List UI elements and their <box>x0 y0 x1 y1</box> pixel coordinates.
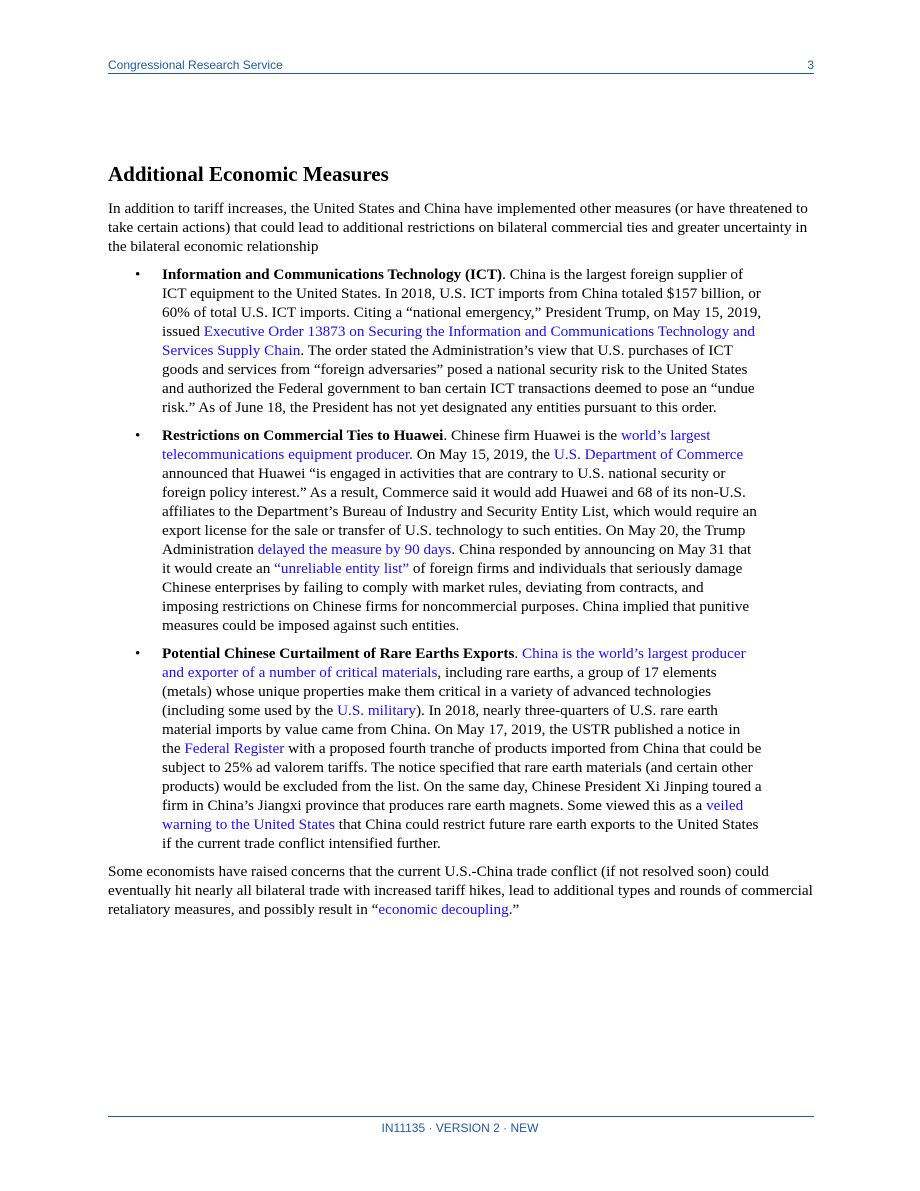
section-heading: Additional Economic Measures <box>108 162 389 186</box>
link-executive-order[interactable]: Executive Order 13873 on Securing the Information and Communications Technology and Services Supply Chain <box>162 323 755 359</box>
bullet-huawei-text <box>162 426 762 635</box>
closing-text-2: .” <box>508 901 520 918</box>
bullet-ict-text-2: . The order stated the Administration’s view that U.S. purchases of ICT goods and services from “foreign adversaries” posed a national security risk to the United States and authorized the Federal government to ban certain ICT transactions deemed to pose an “undue risk.” As of June 18, the President has not yet designated any entities pursuant to this order. <box>162 342 755 416</box>
bullet-rare-earths-text-5: that China could restrict future rare earth exports to the United States if the current trade conflict intensified further. <box>162 816 759 852</box>
bullet-huawei-text-5: of foreign firms and individuals that seriously damage Chinese enterprises by failing to comply with market rules, deviating from contracts, and imposing restrictions on Chinese firms for noncommercial purposes. China implied that punitive measures could be imposed against such entities. <box>162 560 750 634</box>
bullet-icon: • <box>135 645 141 662</box>
intro-paragraph: In addition to tariff increases, the United States and China have implemented other measures (or have threatened to take certain actions) that could lead to additional restrictions on bilateral commercial ties and greater uncertainty in the bilateral economic relationship <box>108 200 808 255</box>
bullet-rare-earths-text-1: . <box>514 645 522 662</box>
bullet-ict <box>108 265 818 417</box>
bullet-icon: • <box>135 427 141 444</box>
bullet-rare-earths-text <box>162 644 762 853</box>
bullet-huawei <box>108 426 818 635</box>
link-critical-materials[interactable]: China is the world’s largest producer and exporter of a number of critical materials <box>162 645 746 681</box>
bullet-rare-earths-text-4: with a proposed fourth tranche of products imported from China that could be subject to 25% ad valorem tariffs. The notice specified that rare earth materials (and certain other products) would be excluded from the list. On the same day, Chinese President Xi Jinping toured a firm in China’s Jiangxi province that produces rare earth magnets. Some viewed this as a <box>162 740 762 814</box>
measures-list <box>108 265 818 853</box>
link-federal-register[interactable]: Federal Register <box>184 740 285 757</box>
link-delayed-measure[interactable]: delayed the measure by 90 days <box>257 541 452 558</box>
link-department-of-commerce[interactable]: U.S. Department of Commerce <box>553 446 744 463</box>
page-header <box>108 58 814 74</box>
bullet-ict-title: Information and Communications Technology (ICT) <box>162 266 503 283</box>
bullet-huawei-text-1: . Chinese firm Huawei is the <box>443 427 621 444</box>
bullet-ict-text <box>162 265 762 417</box>
header-publisher: Congressional Research Service <box>108 58 283 72</box>
bullet-huawei-title: Restrictions on Commercial Ties to Huawei <box>162 427 444 444</box>
page-footer: IN11135 · VERSION 2 · NEW <box>381 1121 539 1135</box>
closing-paragraph <box>108 862 818 919</box>
page-number: 3 <box>807 58 814 72</box>
link-unreliable-entity-list[interactable]: “unreliable entity list” <box>274 560 410 577</box>
header-divider <box>108 73 814 74</box>
bullet-rare-earths-title: Potential Chinese Curtailment of Rare Earths Exports <box>162 645 515 662</box>
bullet-ict-text-1: . China is the largest foreign supplier of ICT equipment to the United States. In 2018, U.S. ICT imports from China totaled $157 billion, or 60% of total U.S. ICT imports. Citing a “national emergency,” President Trump, on May 15, 2019, issued <box>162 266 762 340</box>
link-economic-decoupling[interactable]: economic decoupling <box>378 901 509 918</box>
bullet-icon: • <box>135 266 141 283</box>
footer-divider <box>108 1116 814 1117</box>
closing-text-1: Some economists have raised concerns that the current U.S.-China trade conflict (if not resolved soon) could eventually hit nearly all bilateral trade with increased tariff hikes, lead to additional types and rounds of commercial retaliatory measures, and possibly result in “ <box>108 863 813 918</box>
bullet-huawei-text-4: . China responded by announcing on May 31 that it would create an <box>162 541 752 577</box>
bullet-huawei-text-2: On May 15, 2019, the <box>412 446 554 463</box>
link-worlds-largest-producer[interactable]: world’s largest telecommunications equipment producer. <box>162 427 711 463</box>
bullet-rare-earths <box>108 644 818 853</box>
link-us-military[interactable]: U.S. military <box>337 702 416 719</box>
bullet-huawei-text-3: announced that Huawei “is engaged in activities that are contrary to U.S. national security or foreign policy interest.” As a result, Commerce said it would add Huawei and 68 of its non-U.S. affiliates to the Department’s Bureau of Industry and Security Entity List, which would require an export license for the sale or transfer of U.S. technology to such entities. On May 20, the Trump Administration <box>162 465 757 558</box>
link-veiled-warning[interactable]: veiled warning to the United States <box>162 797 744 833</box>
bullet-rare-earths-text-2: , including rare earths, a group of 17 elements (metals) whose unique properties make them critical in a variety of advanced technologies (including some used by the <box>162 664 717 719</box>
document-body <box>108 199 818 919</box>
bullet-rare-earths-text-3: ). In 2018, nearly three-quarters of U.S. rare earth material imports by value came from China. On May 17, 2019, the USTR published a notice in the <box>162 702 741 757</box>
